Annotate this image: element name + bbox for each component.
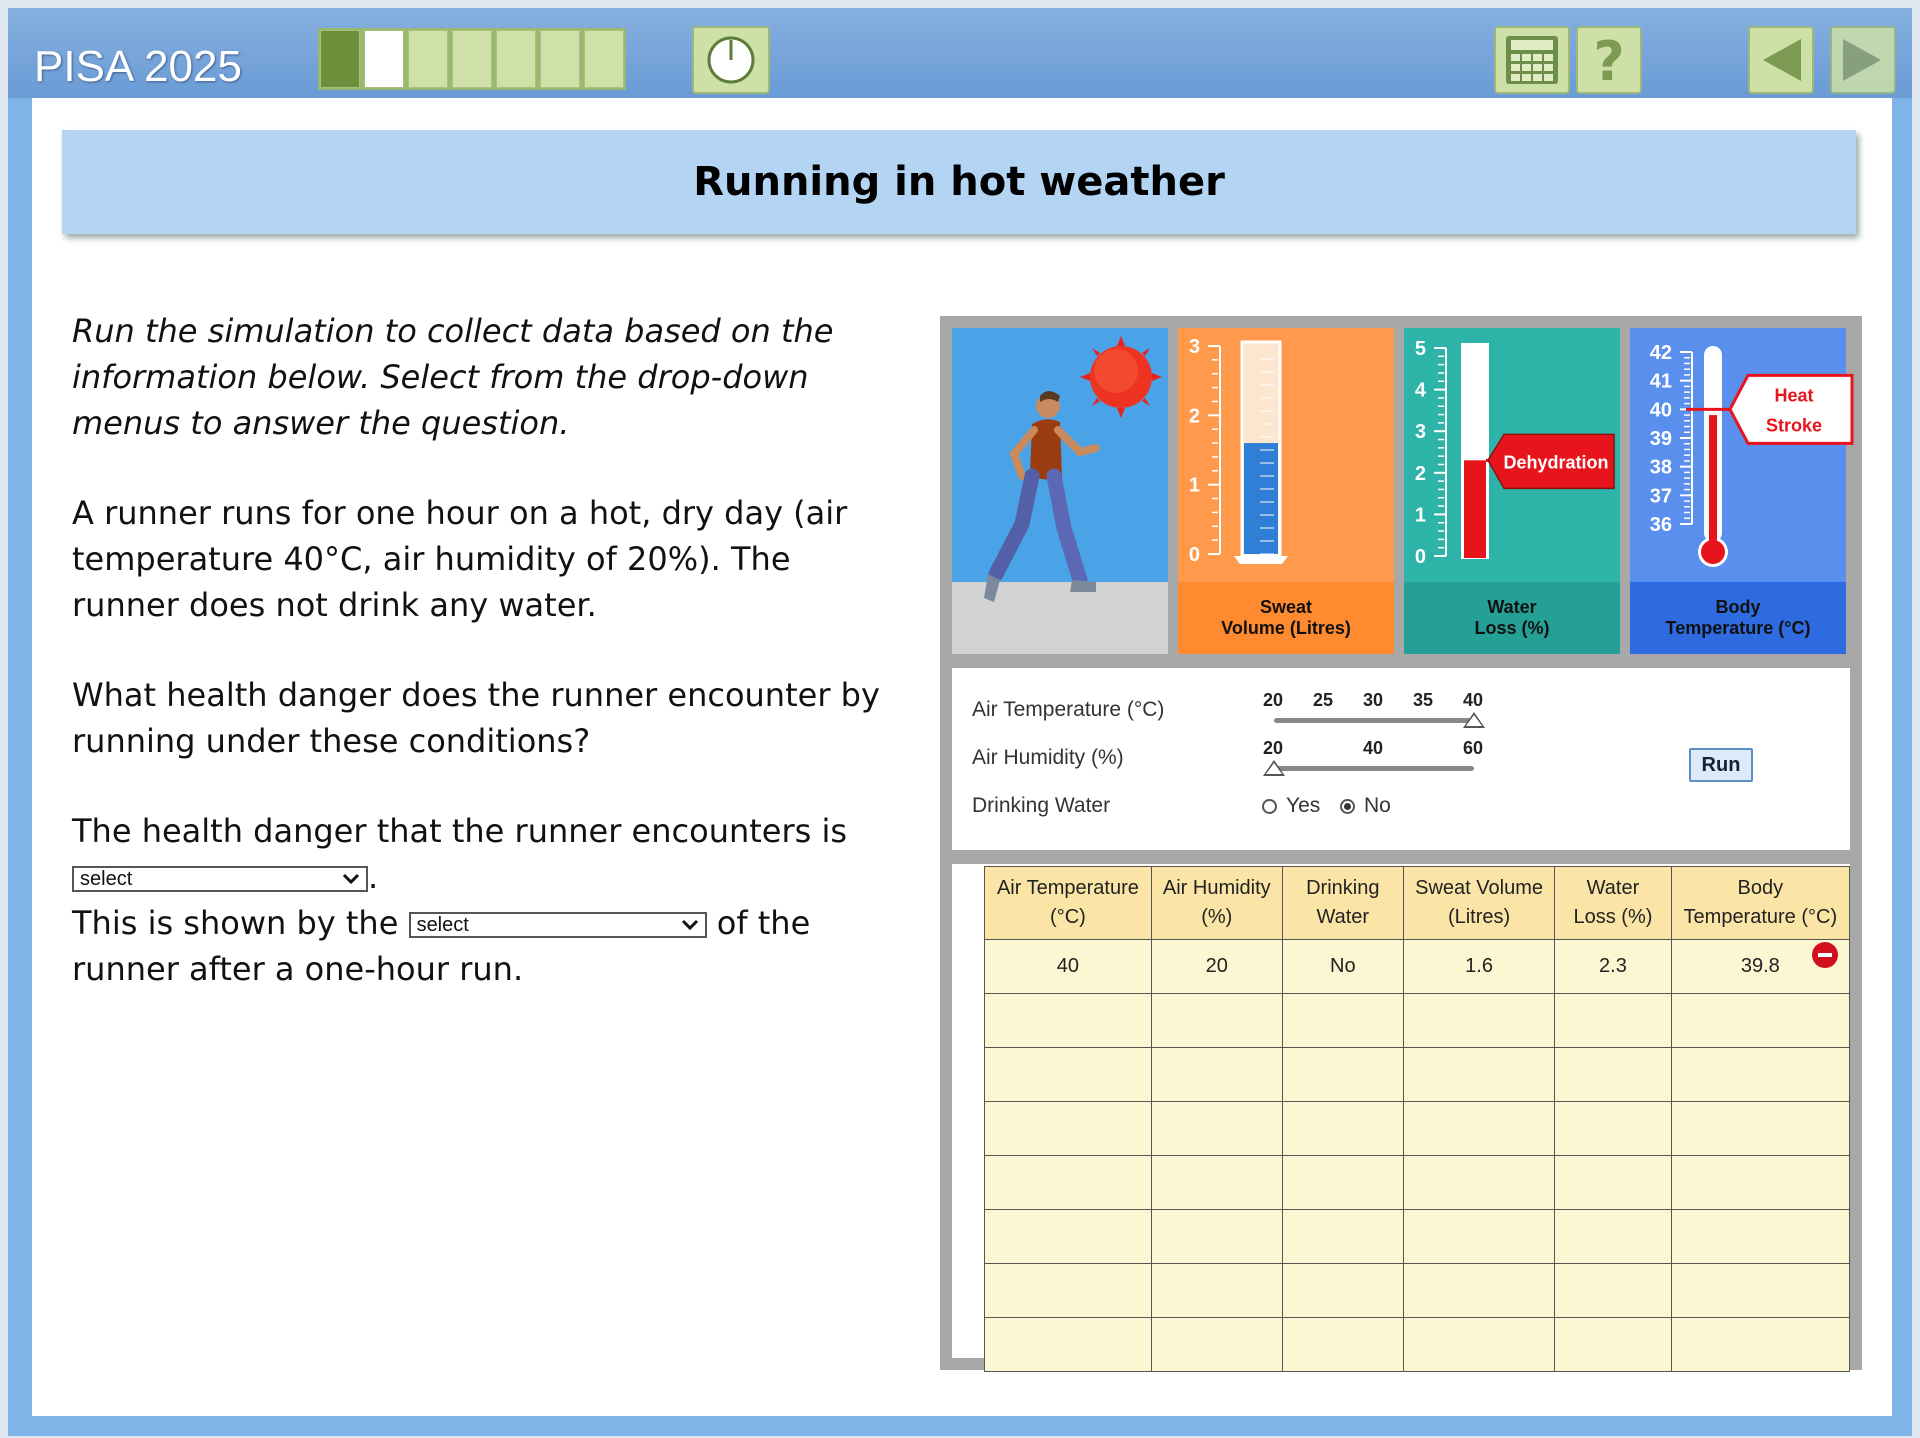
body-caption-line2: Temperature (°C): [1665, 618, 1811, 638]
answer-part3: of the: [716, 904, 811, 942]
table-header-cell: [1151, 867, 1282, 940]
question-column: [72, 308, 892, 992]
drinking-water-label: Drinking Water: [972, 794, 1111, 817]
table-cell: [1555, 994, 1671, 1048]
table-cell: [985, 1048, 1152, 1102]
table-cell: [1282, 1264, 1403, 1318]
table-cell: [1282, 1318, 1403, 1372]
table-header-text: Temperature (°C): [1683, 906, 1838, 928]
table-row: [985, 940, 1850, 994]
slider-tick-label: 60: [1463, 738, 1484, 758]
sweat-caption-line2: Volume (Litres): [1221, 618, 1351, 638]
table-header-text: (%): [1201, 906, 1233, 928]
sweat-level-fill: [1244, 443, 1278, 554]
scale-tick-label: 5: [1414, 338, 1426, 360]
run-button[interactable]: Run: [1689, 748, 1753, 782]
table-cell: 39.8: [1671, 940, 1849, 994]
progress-step: [408, 30, 448, 88]
table-header-text: Water: [1316, 906, 1370, 928]
table-header-text: Air Humidity: [1162, 877, 1271, 899]
help-button[interactable]: [1576, 26, 1642, 94]
table-cell: [985, 1102, 1152, 1156]
slider-tick-label: 35: [1413, 690, 1434, 710]
scale-tick-label: 40: [1649, 399, 1672, 422]
table-header-cell: [1671, 867, 1849, 940]
arrow-right-icon: [1839, 35, 1887, 85]
table-header-cell: [1555, 867, 1671, 940]
water-loss-fill: [1464, 460, 1486, 558]
table-row: [985, 1048, 1850, 1102]
scale-tick-label: 39: [1649, 428, 1672, 450]
progress-step: [320, 30, 360, 88]
title-banner: [62, 130, 1856, 234]
scale-tick-label: 42: [1649, 342, 1672, 364]
table-cell: [985, 1210, 1152, 1264]
water-loss-caption: [1404, 582, 1620, 654]
progress-step: [452, 30, 492, 88]
sweat-volume-caption: [1178, 582, 1394, 654]
table-cell: [1555, 1156, 1671, 1210]
answer-part1: The health danger that the runner encounters is: [72, 812, 848, 850]
calculator-button[interactable]: [1494, 26, 1570, 94]
table-cell: [985, 1264, 1152, 1318]
table-cell: [1151, 1048, 1282, 1102]
remove-row-button[interactable]: [1812, 942, 1838, 968]
scenario-text: A runner runs for one hour on a hot, dry day (air temperature 40°C, air humidity of 20%). The runner does not drink any water.: [72, 494, 848, 624]
table-cell: [1555, 1264, 1671, 1318]
back-button[interactable]: [1748, 26, 1814, 94]
scale-tick-label: 36: [1649, 514, 1672, 536]
sweat-volume-panel: [1178, 328, 1394, 654]
table-header-row: [985, 867, 1850, 940]
table-cell: [1403, 1102, 1554, 1156]
table-cell: 2.3: [1555, 940, 1671, 994]
results-table: [984, 866, 1850, 1372]
next-button[interactable]: [1830, 26, 1896, 94]
table-cell: 20: [1151, 940, 1282, 994]
results-table-area: [952, 864, 1850, 1358]
radio-no-label: No: [1364, 794, 1391, 817]
scale-tick-label: 2: [1188, 405, 1200, 428]
slider-tick-label: 20: [1263, 690, 1284, 710]
body-temperature-fill: [1709, 415, 1717, 544]
table-header-text: (°C): [1050, 906, 1086, 928]
answer-part4: runner after a one-hour run.: [72, 950, 524, 988]
brand-logo: PISA 2025: [34, 42, 242, 91]
table-cell: [1671, 1210, 1849, 1264]
table-cell: [1151, 994, 1282, 1048]
table-row: [985, 1102, 1850, 1156]
progress-step: [540, 30, 580, 88]
progress-step: [584, 30, 624, 88]
instructions-intro: Run the simulation to collect data based on the information below. Select from the drop-down menus to answer the question.: [72, 312, 834, 442]
timer-button[interactable]: [692, 26, 770, 94]
timer-icon: [705, 34, 757, 86]
calculator-icon: [1504, 34, 1560, 86]
body-temperature-caption: [1630, 582, 1846, 654]
question-text: What health danger does the runner encounter by running under these conditions?: [72, 676, 880, 760]
scale-tick-label: 3: [1188, 336, 1200, 358]
table-cell: [1555, 1048, 1671, 1102]
health-danger-select[interactable]: [72, 866, 368, 892]
table-cell: [1151, 1156, 1282, 1210]
scale-tick-label: 37: [1649, 485, 1672, 508]
table-cell: [1403, 1318, 1554, 1372]
top-toolbar: [8, 8, 1912, 98]
scale-tick-label: 1: [1188, 474, 1200, 497]
table-cell: [1671, 1264, 1849, 1318]
table-cell: No: [1282, 940, 1403, 994]
table-cell: [1151, 1264, 1282, 1318]
table-row: [985, 1318, 1850, 1372]
sweat-caption-line1: Sweat: [1259, 597, 1313, 617]
water-loss-gauge: [1404, 328, 1620, 582]
slider-tick-label: 20: [1263, 738, 1284, 758]
scale-tick-label: 0: [1188, 544, 1200, 566]
table-cell: [1282, 1210, 1403, 1264]
slider-tick-label: 40: [1363, 738, 1384, 758]
table-cell: [985, 1156, 1152, 1210]
sweat-cylinder-gauge: [1178, 328, 1394, 582]
runner-panel: [952, 328, 1168, 654]
body-temperature-thermometer: [1630, 328, 1860, 582]
scale-tick-label: 3: [1414, 421, 1426, 444]
table-row: [985, 994, 1850, 1048]
table-header-text: Air Temperature: [996, 877, 1139, 899]
table-header-text: Drinking: [1306, 877, 1380, 899]
scale-tick-label: 4: [1414, 379, 1426, 402]
table-cell: [1282, 1048, 1403, 1102]
table-cell: [1151, 1210, 1282, 1264]
table-cell: 40: [985, 940, 1152, 994]
table-cell: [1671, 1156, 1849, 1210]
table-cell: [1282, 1156, 1403, 1210]
table-header-cell: [985, 867, 1152, 940]
radio-yes-circle[interactable]: [1262, 799, 1277, 814]
air-temperature-label: Air Temperature (°C): [972, 698, 1165, 721]
water-caption-line1: Water: [1487, 597, 1537, 617]
table-cell: [1555, 1102, 1671, 1156]
table-row: [985, 1156, 1850, 1210]
table-cell: [1671, 1102, 1849, 1156]
chevron-down-icon: [342, 873, 360, 885]
help-icon: [1587, 32, 1631, 88]
table-row: [985, 1210, 1850, 1264]
scale-tick-label: 1: [1414, 504, 1426, 527]
table-cell: [1403, 1210, 1554, 1264]
table-header-cell: [1403, 867, 1554, 940]
air-temperature-slider-track[interactable]: [1274, 718, 1474, 723]
table-cell: [1403, 1264, 1554, 1318]
scale-tick-label: 2: [1414, 462, 1426, 485]
chevron-down-icon: [681, 919, 699, 931]
slider-tick-label: 40: [1463, 690, 1484, 710]
table-row: [985, 1264, 1850, 1318]
table-cell: [1671, 1048, 1849, 1102]
table-cell: [1671, 994, 1849, 1048]
air-temperature-slider-thumb[interactable]: [1463, 712, 1485, 728]
answer-period: .: [368, 858, 379, 896]
table-cell: [1403, 994, 1554, 1048]
table-header-cell: [1282, 867, 1403, 940]
simulation-controls: [952, 668, 1850, 850]
scale-tick-label: 38: [1649, 456, 1672, 479]
arrow-left-icon: [1757, 35, 1805, 85]
table-header-text: (Litres): [1447, 906, 1511, 928]
table-cell: [1282, 994, 1403, 1048]
table-header-text: Loss (%): [1573, 906, 1653, 928]
table-body: [985, 940, 1850, 1372]
simulation-panel: [940, 316, 1862, 1370]
answer-part2: This is shown by the: [72, 904, 399, 942]
evidence-select[interactable]: [409, 912, 707, 938]
page-title: Running in hot weather: [693, 159, 1225, 205]
table-header-text: Body: [1737, 877, 1784, 899]
answer-sentence: [72, 808, 892, 992]
radio-no-circle[interactable]: [1340, 799, 1355, 814]
table-cell: [985, 994, 1152, 1048]
svg-text:?: ?: [1593, 32, 1625, 88]
progress-indicator: [318, 28, 626, 90]
table-cell: [1151, 1102, 1282, 1156]
body-temperature-panel: [1630, 328, 1846, 654]
air-humidity-label: Air Humidity (%): [972, 746, 1124, 769]
app-frame: [8, 8, 1912, 1436]
table-cell: 1.6: [1403, 940, 1554, 994]
body-caption-line1: Body: [1715, 597, 1761, 617]
heat-stroke-label-line1: Heat: [1774, 385, 1814, 406]
table-cell: [1403, 1156, 1554, 1210]
table-cell: [985, 1318, 1152, 1372]
heat-stroke-label-line2: Stroke: [1765, 415, 1823, 436]
table-cell: [1671, 1318, 1849, 1372]
table-cell: [1282, 1102, 1403, 1156]
radio-yes-label: Yes: [1286, 794, 1321, 817]
table-cell: [1555, 1210, 1671, 1264]
scale-tick-label: 0: [1414, 546, 1426, 568]
water-caption-line2: Loss (%): [1474, 618, 1550, 638]
table-header-text: Water: [1586, 877, 1640, 899]
air-humidity-slider-track[interactable]: [1274, 766, 1474, 771]
runner-figure: [966, 384, 1106, 624]
air-humidity-slider-thumb[interactable]: [1263, 760, 1285, 776]
table-cell: [1403, 1048, 1554, 1102]
health-danger-select-value: select: [80, 868, 133, 890]
drinking-water-no-radio[interactable]: [1340, 794, 1391, 818]
progress-step: [364, 30, 404, 88]
table-cell: [1151, 1318, 1282, 1372]
scale-tick-label: 41: [1649, 370, 1672, 393]
dehydration-label: Dehydration: [1503, 452, 1609, 473]
evidence-select-value: select: [416, 914, 469, 936]
table-cell: [1555, 1318, 1671, 1372]
slider-tick-label: 25: [1313, 690, 1334, 710]
content-page: [32, 98, 1892, 1416]
slider-tick-label: 30: [1363, 690, 1384, 710]
drinking-water-yes-radio[interactable]: [1262, 794, 1320, 818]
progress-step: [496, 30, 536, 88]
water-loss-panel: [1404, 328, 1620, 654]
table-header-text: Sweat Volume: [1415, 877, 1543, 899]
